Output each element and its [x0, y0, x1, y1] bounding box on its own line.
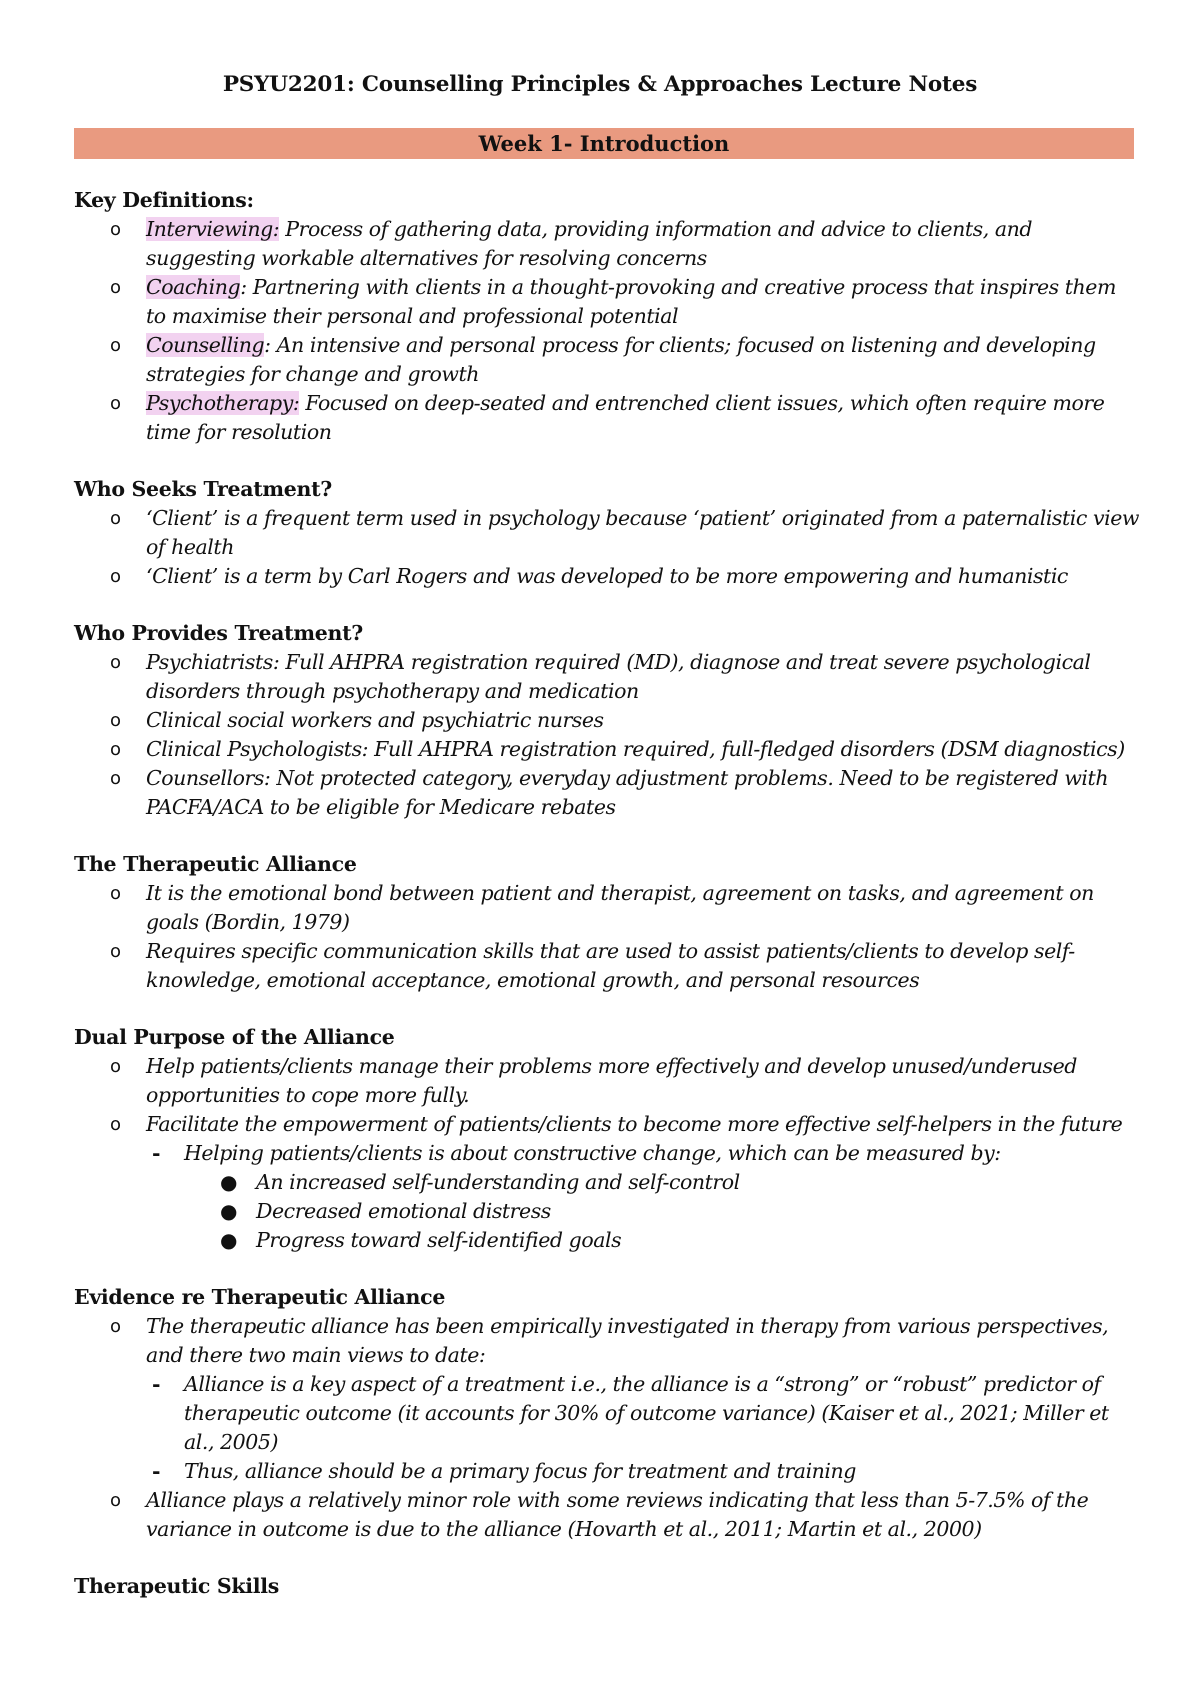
- list-item-text: Thus, alliance should be a primary focus for treatment and training: [184, 1459, 856, 1483]
- document-title: PSYU2201: Counselling Principles & Approaches Lecture Notes: [222, 72, 978, 97]
- circle-bullet-icon: o: [110, 883, 121, 904]
- section-heading: Key Definitions:: [74, 188, 254, 212]
- list-item-text: Clinical social workers and psychiatric nurses: [146, 708, 604, 732]
- definition-text: : An intensive and personal process for clients; focused on listening and developing strategies for change and growth: [146, 333, 1096, 386]
- list-item-text: ‘Client’ is a term by Carl Rogers and was developed to be more empowering and humanistic: [146, 564, 1068, 588]
- circle-bullet-icon: o: [110, 710, 121, 731]
- circle-bullet-icon: o: [110, 277, 121, 298]
- section-heading: Who Provides Treatment?: [74, 621, 363, 645]
- list-item-text: The therapeutic alliance has been empirically investigated in therapy from various perspectives, and there two main views to date:: [146, 1314, 1109, 1367]
- circle-bullet-icon: o: [110, 566, 121, 587]
- section-therapeutic-skills: [74, 1572, 1139, 1601]
- list-item: [74, 1486, 1139, 1544]
- definition-text: Focused on deep-seated and entrenched client issues, which often require more time for resolution: [146, 391, 1105, 444]
- section-key-definitions: [74, 186, 1139, 447]
- dash-bullet-icon: -: [152, 1459, 161, 1483]
- list-item: [74, 504, 1139, 562]
- section-who-provides-treatment: [74, 619, 1139, 822]
- list-item-text: An increased self-understanding and self-control: [256, 1170, 740, 1194]
- alliance-list: [74, 879, 1139, 995]
- circle-bullet-icon: o: [110, 335, 121, 356]
- sub-sub-list-item: [74, 1226, 1139, 1255]
- circle-bullet-icon: o: [110, 1056, 121, 1077]
- circle-bullet-icon: o: [110, 1316, 121, 1337]
- evidence-list: [74, 1312, 1139, 1544]
- list-item-text: Alliance is a key aspect of a treatment i.e., the alliance is a “strong” or “robust” predictor of therapeutic outcome (it accounts for 30% of outcome variance) (Kaiser et al., 2021; Miller et al., 2005): [184, 1372, 1109, 1454]
- document-body: [74, 186, 1139, 1629]
- list-item: [74, 1052, 1139, 1110]
- sub-sub-list-item: [74, 1197, 1139, 1226]
- circle-bullet-icon: o: [110, 1114, 121, 1135]
- section-heading: Dual Purpose of the Alliance: [74, 1025, 395, 1049]
- list-item-text: Help patients/clients manage their problems more effectively and develop unused/underused opportunities to cope more fully.: [146, 1054, 1077, 1107]
- circle-bullet-icon: o: [110, 508, 121, 529]
- dual-purpose-list: [74, 1052, 1139, 1255]
- sub-list-item: [74, 1370, 1139, 1457]
- dot-bullet-icon: ●: [220, 1228, 238, 1252]
- list-item: [74, 937, 1139, 995]
- dot-bullet-icon: ●: [220, 1170, 238, 1194]
- dot-bullet-icon: ●: [220, 1199, 238, 1223]
- definition-text: Process of gathering data, providing information and advice to clients, and suggesting workable alternatives for resolving concerns: [146, 217, 1033, 270]
- circle-bullet-icon: o: [110, 393, 121, 414]
- list-item-text: Counsellors: Not protected category, everyday adjustment problems. Need to be registered with PACFA/ACA to be eligible for Medicare rebates: [146, 766, 1109, 819]
- definitions-list: [74, 215, 1139, 447]
- sub-list-item: [74, 1457, 1139, 1486]
- list-item: [74, 273, 1139, 331]
- section-heading: Evidence re Therapeutic Alliance: [74, 1285, 446, 1309]
- section-heading: The Therapeutic Alliance: [74, 852, 357, 876]
- week-header-bar: Week 1- Introduction: [74, 128, 1134, 159]
- definition-term: Coaching: [146, 275, 241, 299]
- sub-list-item: [74, 1139, 1139, 1168]
- list-item: [74, 764, 1139, 822]
- list-item-text: It is the emotional bond between patient and therapist, agreement on tasks, and agreement on goals (Bordin, 1979): [146, 881, 1094, 934]
- section-therapeutic-alliance: [74, 850, 1139, 995]
- list-item: [74, 1110, 1139, 1139]
- list-item: [74, 215, 1139, 273]
- definition-text: : Partnering with clients in a thought-provoking and creative process that inspires them to maximise their personal and professional potential: [146, 275, 1116, 328]
- list-item-text: Progress toward self-identified goals: [256, 1228, 622, 1252]
- list-item-text: ‘Client’ is a frequent term used in psychology because ‘patient’ originated from a paternalistic view of health: [146, 506, 1140, 559]
- circle-bullet-icon: o: [110, 652, 121, 673]
- list-item: [74, 389, 1139, 447]
- dash-bullet-icon: -: [152, 1372, 161, 1396]
- section-dual-purpose: [74, 1023, 1139, 1255]
- list-item: [74, 1312, 1139, 1370]
- section-evidence: [74, 1283, 1139, 1544]
- circle-bullet-icon: o: [110, 1490, 121, 1511]
- circle-bullet-icon: o: [110, 219, 121, 240]
- section-heading: Who Seeks Treatment?: [74, 477, 332, 501]
- list-item-text: Helping patients/clients is about constructive change, which can be measured by:: [184, 1141, 1001, 1165]
- list-item-text: Decreased emotional distress: [256, 1199, 551, 1223]
- section-who-seeks-treatment: [74, 475, 1139, 591]
- who-provides-list: [74, 648, 1139, 822]
- sub-sub-list-item: [74, 1168, 1139, 1197]
- section-heading: Therapeutic Skills: [74, 1574, 279, 1598]
- list-item: [74, 331, 1139, 389]
- list-item-text: Requires specific communication skills that are used to assist patients/clients to develop self-knowledge, emotional acceptance, emotional growth, and personal resources: [146, 939, 1075, 992]
- circle-bullet-icon: o: [110, 739, 121, 760]
- list-item: [74, 648, 1139, 706]
- list-item: [74, 562, 1139, 591]
- circle-bullet-icon: o: [110, 768, 121, 789]
- list-item-text: Clinical Psychologists: Full AHPRA registration required, full-fledged disorders (DSM diagnostics): [146, 737, 1125, 761]
- list-item-text: Facilitate the empowerment of patients/clients to become more effective self-helpers in the future: [146, 1112, 1123, 1136]
- definition-term: Counselling: [146, 333, 265, 357]
- list-item-text: Psychiatrists: Full AHPRA registration required (MD), diagnose and treat severe psychological disorders through psychotherapy and medication: [146, 650, 1091, 703]
- list-item: [74, 879, 1139, 937]
- list-item: [74, 706, 1139, 735]
- who-seeks-list: [74, 504, 1139, 591]
- definition-term: Interviewing:: [146, 217, 280, 241]
- circle-bullet-icon: o: [110, 941, 121, 962]
- list-item: [74, 735, 1139, 764]
- dash-bullet-icon: -: [152, 1141, 161, 1165]
- list-item-text: Alliance plays a relatively minor role with some reviews indicating that less than 5-7.5% of the variance in outcome is due to the alliance (Hovarth et al., 2011; Martin et al., 2000): [146, 1488, 1089, 1541]
- definition-term: Psychotherapy:: [146, 391, 300, 415]
